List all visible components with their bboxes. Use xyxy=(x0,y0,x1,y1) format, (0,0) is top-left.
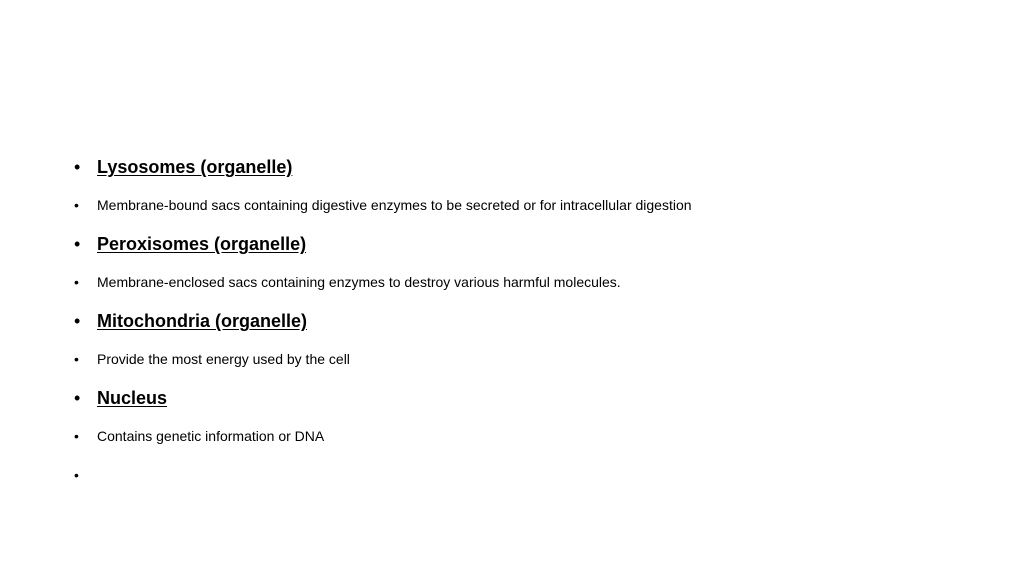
heading-mitochondria: Mitochondria (organelle) xyxy=(97,311,308,331)
bullet-dot: • xyxy=(74,388,81,408)
bullet-dot: • xyxy=(74,274,79,290)
bullet-item-lysosomes-description xyxy=(74,190,974,220)
bullet-dot: • xyxy=(74,234,81,254)
bullet-item-lysosomes-heading xyxy=(74,152,974,182)
bullet-dot: • xyxy=(74,311,81,331)
heading-peroxisomes: Peroxisomes (organelle) xyxy=(97,234,307,254)
bullet-dot: • xyxy=(74,428,79,444)
bullet-dot: • xyxy=(74,157,81,177)
description-lysosomes: Membrane-bound sacs containing digestive enzymes to be secreted or for intracellular digestion xyxy=(97,197,692,213)
heading-nucleus: Nucleus xyxy=(97,388,168,408)
bullet-dot: • xyxy=(74,197,79,213)
bullet-item-mitochondria-description xyxy=(74,344,974,374)
bullet-item-nucleus-description xyxy=(74,421,974,451)
bullet-dot: • xyxy=(74,467,79,483)
description-nucleus: Contains genetic information or DNA xyxy=(97,428,325,444)
bullet-dot: • xyxy=(74,351,79,367)
description-mitochondria: Provide the most energy used by the cell xyxy=(97,351,350,367)
heading-lysosomes: Lysosomes (organelle) xyxy=(97,157,293,177)
bullet-list xyxy=(74,152,974,490)
bullet-item-peroxisomes-description xyxy=(74,267,974,297)
bullet-item-nucleus-heading xyxy=(74,383,974,413)
bullet-item-peroxisomes-heading xyxy=(74,229,974,259)
bullet-item-mitochondria-heading xyxy=(74,306,974,336)
bullet-item-empty xyxy=(74,460,974,490)
description-peroxisomes: Membrane-enclosed sacs containing enzymes to destroy various harmful molecules. xyxy=(97,274,621,290)
